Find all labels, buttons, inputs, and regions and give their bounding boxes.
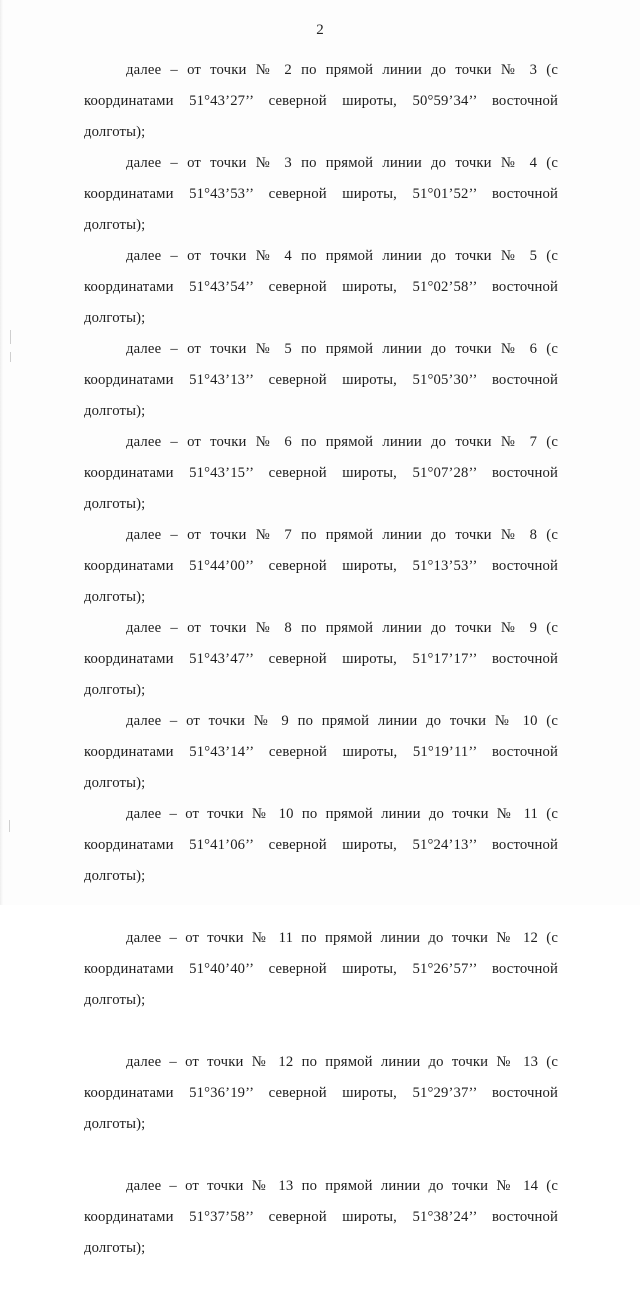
paragraph: далее – от точки № 11 по прямой линии до точки № 12 (с координатами 51°40’40’’ северной широты, 51°26’57’’ восточной долготы); <box>84 930 558 1008</box>
paragraph: далее – от точки № 4 по прямой линии до точки № 5 (с координатами 51°43’54’’ северной широты, 51°02’58’’ восточной долготы); <box>84 248 558 326</box>
scan-artifact <box>10 330 11 344</box>
paragraph: далее – от точки № 6 по прямой линии до точки № 7 (с координатами 51°43’15’’ северной широты, 51°07’28’’ восточной долготы); <box>84 434 558 512</box>
paragraph: далее – от точки № 13 по прямой линии до точки № 14 (с координатами 51°37’58’’ северной широты, 51°38’24’’ восточной долготы); <box>84 1178 558 1256</box>
paragraph: далее – от точки № 3 по прямой линии до точки № 4 (с координатами 51°43’53’’ северной широты, 51°01’52’’ восточной долготы); <box>84 155 558 233</box>
paragraph: далее – от точки № 5 по прямой линии до точки № 6 (с координатами 51°43’13’’ северной широты, 51°05’30’’ восточной долготы); <box>84 341 558 419</box>
paragraph: далее – от точки № 8 по прямой линии до точки № 9 (с координатами 51°43’47’’ северной широты, 51°17’17’’ восточной долготы); <box>84 620 558 698</box>
scan-artifact <box>10 352 11 362</box>
paragraph: далее – от точки № 2 по прямой линии до точки № 3 (с координатами 51°43’27’’ северной широты, 50°59’34’’ восточной долготы); <box>84 62 558 140</box>
paragraph: далее – от точки № 10 по прямой линии до точки № 11 (с координатами 51°41’06’’ северной широты, 51°24’13’’ восточной долготы); <box>84 806 558 884</box>
page-number: 2 <box>316 22 324 38</box>
paragraph: далее – от точки № 9 по прямой линии до точки № 10 (с координатами 51°43’14’’ северной широты, 51°19’11’’ восточной долготы); <box>84 713 558 791</box>
document-body <box>84 55 558 1295</box>
page-edge-shadow <box>0 0 3 905</box>
paragraph: далее – от точки № 7 по прямой линии до точки № 8 (с координатами 51°44’00’’ северной широты, 51°13’53’’ восточной долготы); <box>84 527 558 605</box>
paragraph: далее – от точки № 12 по прямой линии до точки № 13 (с координатами 51°36’19’’ северной широты, 51°29’37’’ восточной долготы); <box>84 1054 558 1132</box>
scan-artifact <box>9 820 10 832</box>
